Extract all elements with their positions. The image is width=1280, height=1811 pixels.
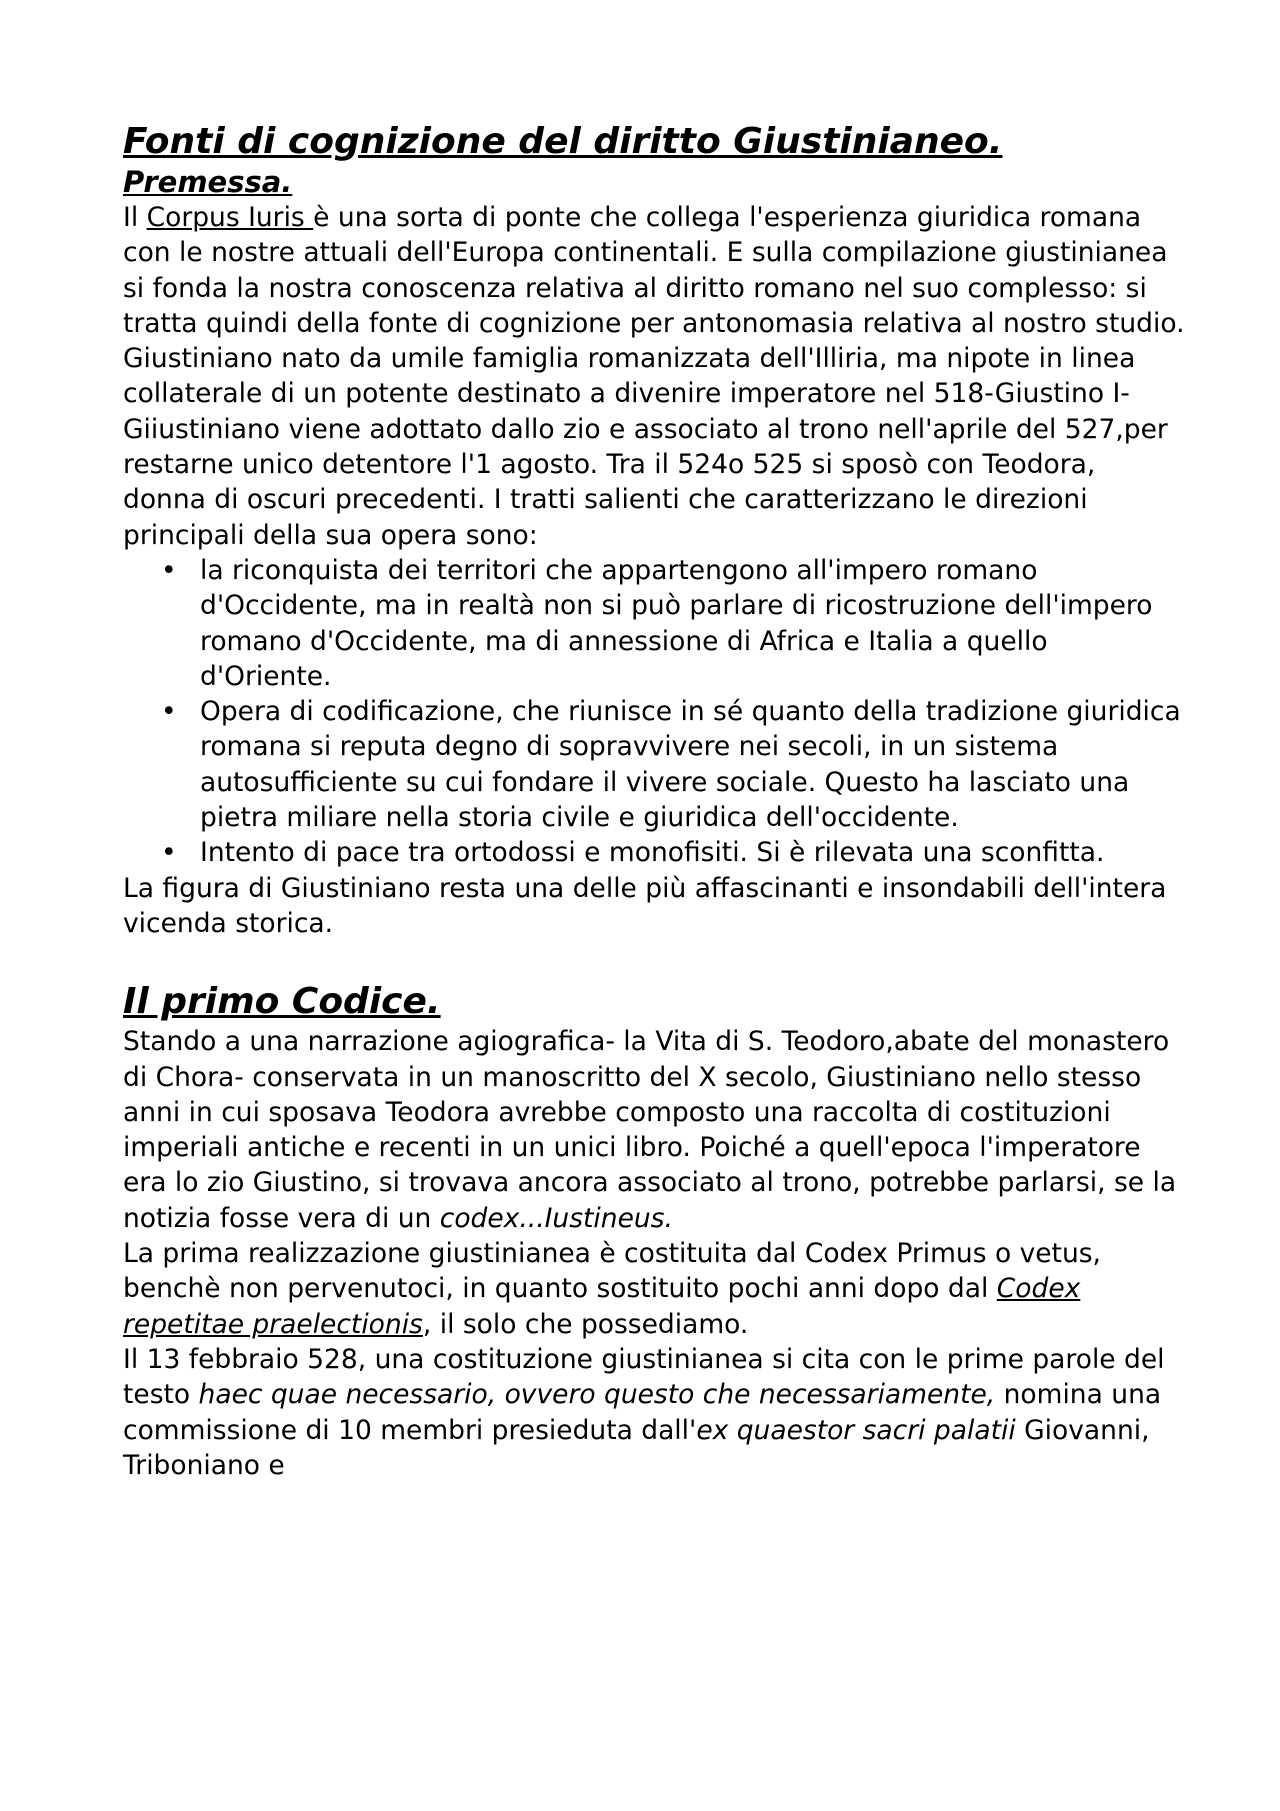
paragraph-text: Giovanni, Triboniano e xyxy=(123,1414,1150,1481)
paragraph-text: è una sorta di ponte che collega l'esperienza giuridica romana con le nostre attuali dell'Europa continentali. E sulla compilazione giustinianea si fonda la nostra conoscenza relativa al diritto romano nel suo complesso: si tratta quindi della fonte di cognizione per antonomasia relativa al nostro studio. xyxy=(123,202,1185,339)
corpus-iuris-term: Corpus Iuris xyxy=(146,202,314,233)
list-item xyxy=(123,694,1185,835)
section-title-primo-codice: Il primo Codice. xyxy=(123,981,441,1023)
paragraph-figura: La figura di Giustiniano resta una delle più affascinanti e insondabili dell'intera vicenda storica. xyxy=(123,872,1167,939)
document-content xyxy=(123,120,1185,1483)
paragraph-giustiniano: Giustiniano nato da umile famiglia romanizzata dell'Illiria, ma nipote in linea collaterale di un potente destinato a divenire imperatore nel 518-Giustino I- Giiustiniano viene adottato dallo zio e associato al trono nell'aprile del 527,per restarne unico detentore l'1 agosto. Tra il 524o 525 si sposò con Teodora, donna di oscuri precedenti. I tratti salienti che caratterizzano le direzioni principali della sua opera sono: xyxy=(123,343,1168,551)
ex-quaestor-term: ex quaestor sacri palatii xyxy=(696,1414,1016,1446)
paragraph-text: Il 13 febbraio 528, una costituzione giustinianea si cita con le prime parole del testo xyxy=(123,1343,1165,1411)
paragraph-corpus-iuris xyxy=(123,200,1185,341)
haec-quae-term: haec quae necessario, ovvero questo che necessariamente, xyxy=(198,1379,996,1411)
list-item-text: Opera di codificazione, che riunisce in sé quanto della tradizione giuridica romana si reputa degno di sopravvivere nei secoli, in un sistema autosufficiente su cui fondare il vivere sociale. Questo ha lasciato una pietra miliare nella storia civile e giuridica dell'occidente. xyxy=(200,696,1181,834)
paragraph-text: La prima realizzazione giustinianea è costituita dal Codex Primus o vetus, benchè non pervenutoci, in quanto sostituito pochi anni dopo dal xyxy=(123,1238,1101,1305)
paragraph-narrazione xyxy=(123,1024,1185,1236)
section-subtitle: Premessa. xyxy=(123,165,293,199)
list-item xyxy=(123,553,1185,694)
repetitae-praelectionis-term: repetitae praelectionis xyxy=(123,1308,423,1340)
codex-iustineus-term: codex...Iustineus. xyxy=(439,1202,673,1234)
paragraph-costituzione xyxy=(123,1342,1185,1483)
list-item-text: Intento di pace tra ortodossi e monofisiti. Si è rilevata una sconfitta. xyxy=(200,837,1105,869)
list-item-text: la riconquista dei territori che appartengono all'impero romano d'Occidente, ma in realtà non si può parlare di ricostruzione dell'impero romano d'Occidente, ma di annessione di Africa e Italia a quello d'Oriente. xyxy=(200,554,1153,692)
list-item xyxy=(123,835,1185,870)
codex-term: Codex xyxy=(996,1273,1081,1305)
paragraph-text: nomina una commissione di 10 membri presieduta dall' xyxy=(123,1379,1162,1446)
bullet-icon: • xyxy=(161,696,177,728)
document-title: Fonti di cognizione del diritto Giustinianeo. xyxy=(123,121,1003,162)
paragraph-prima-realizzazione xyxy=(123,1236,1185,1342)
paragraph-text: , il solo che possediamo. xyxy=(422,1308,749,1340)
paragraph-text: Stando a una narrazione agiografica- la Vita di S. Teodoro,abate del monastero di Chora- conservata in un manoscritto del X secolo, Giustiniano nello stesso anni in cui sposava Teodora avrebbe composto una raccolta di costituzioni imperiali antiche e recenti in un unici libro. Poiché a quell'epoca l'imperatore era lo zio Giustino, si trovava ancora associato al trono, potrebbe parlarsi, se la notizia fosse vera di un xyxy=(123,1026,1177,1234)
bullet-icon: • xyxy=(161,837,177,869)
bullet-icon: • xyxy=(161,554,177,586)
bullet-list xyxy=(123,553,1185,871)
paragraph-text: Il xyxy=(123,202,147,233)
section-spacer xyxy=(123,941,1185,980)
